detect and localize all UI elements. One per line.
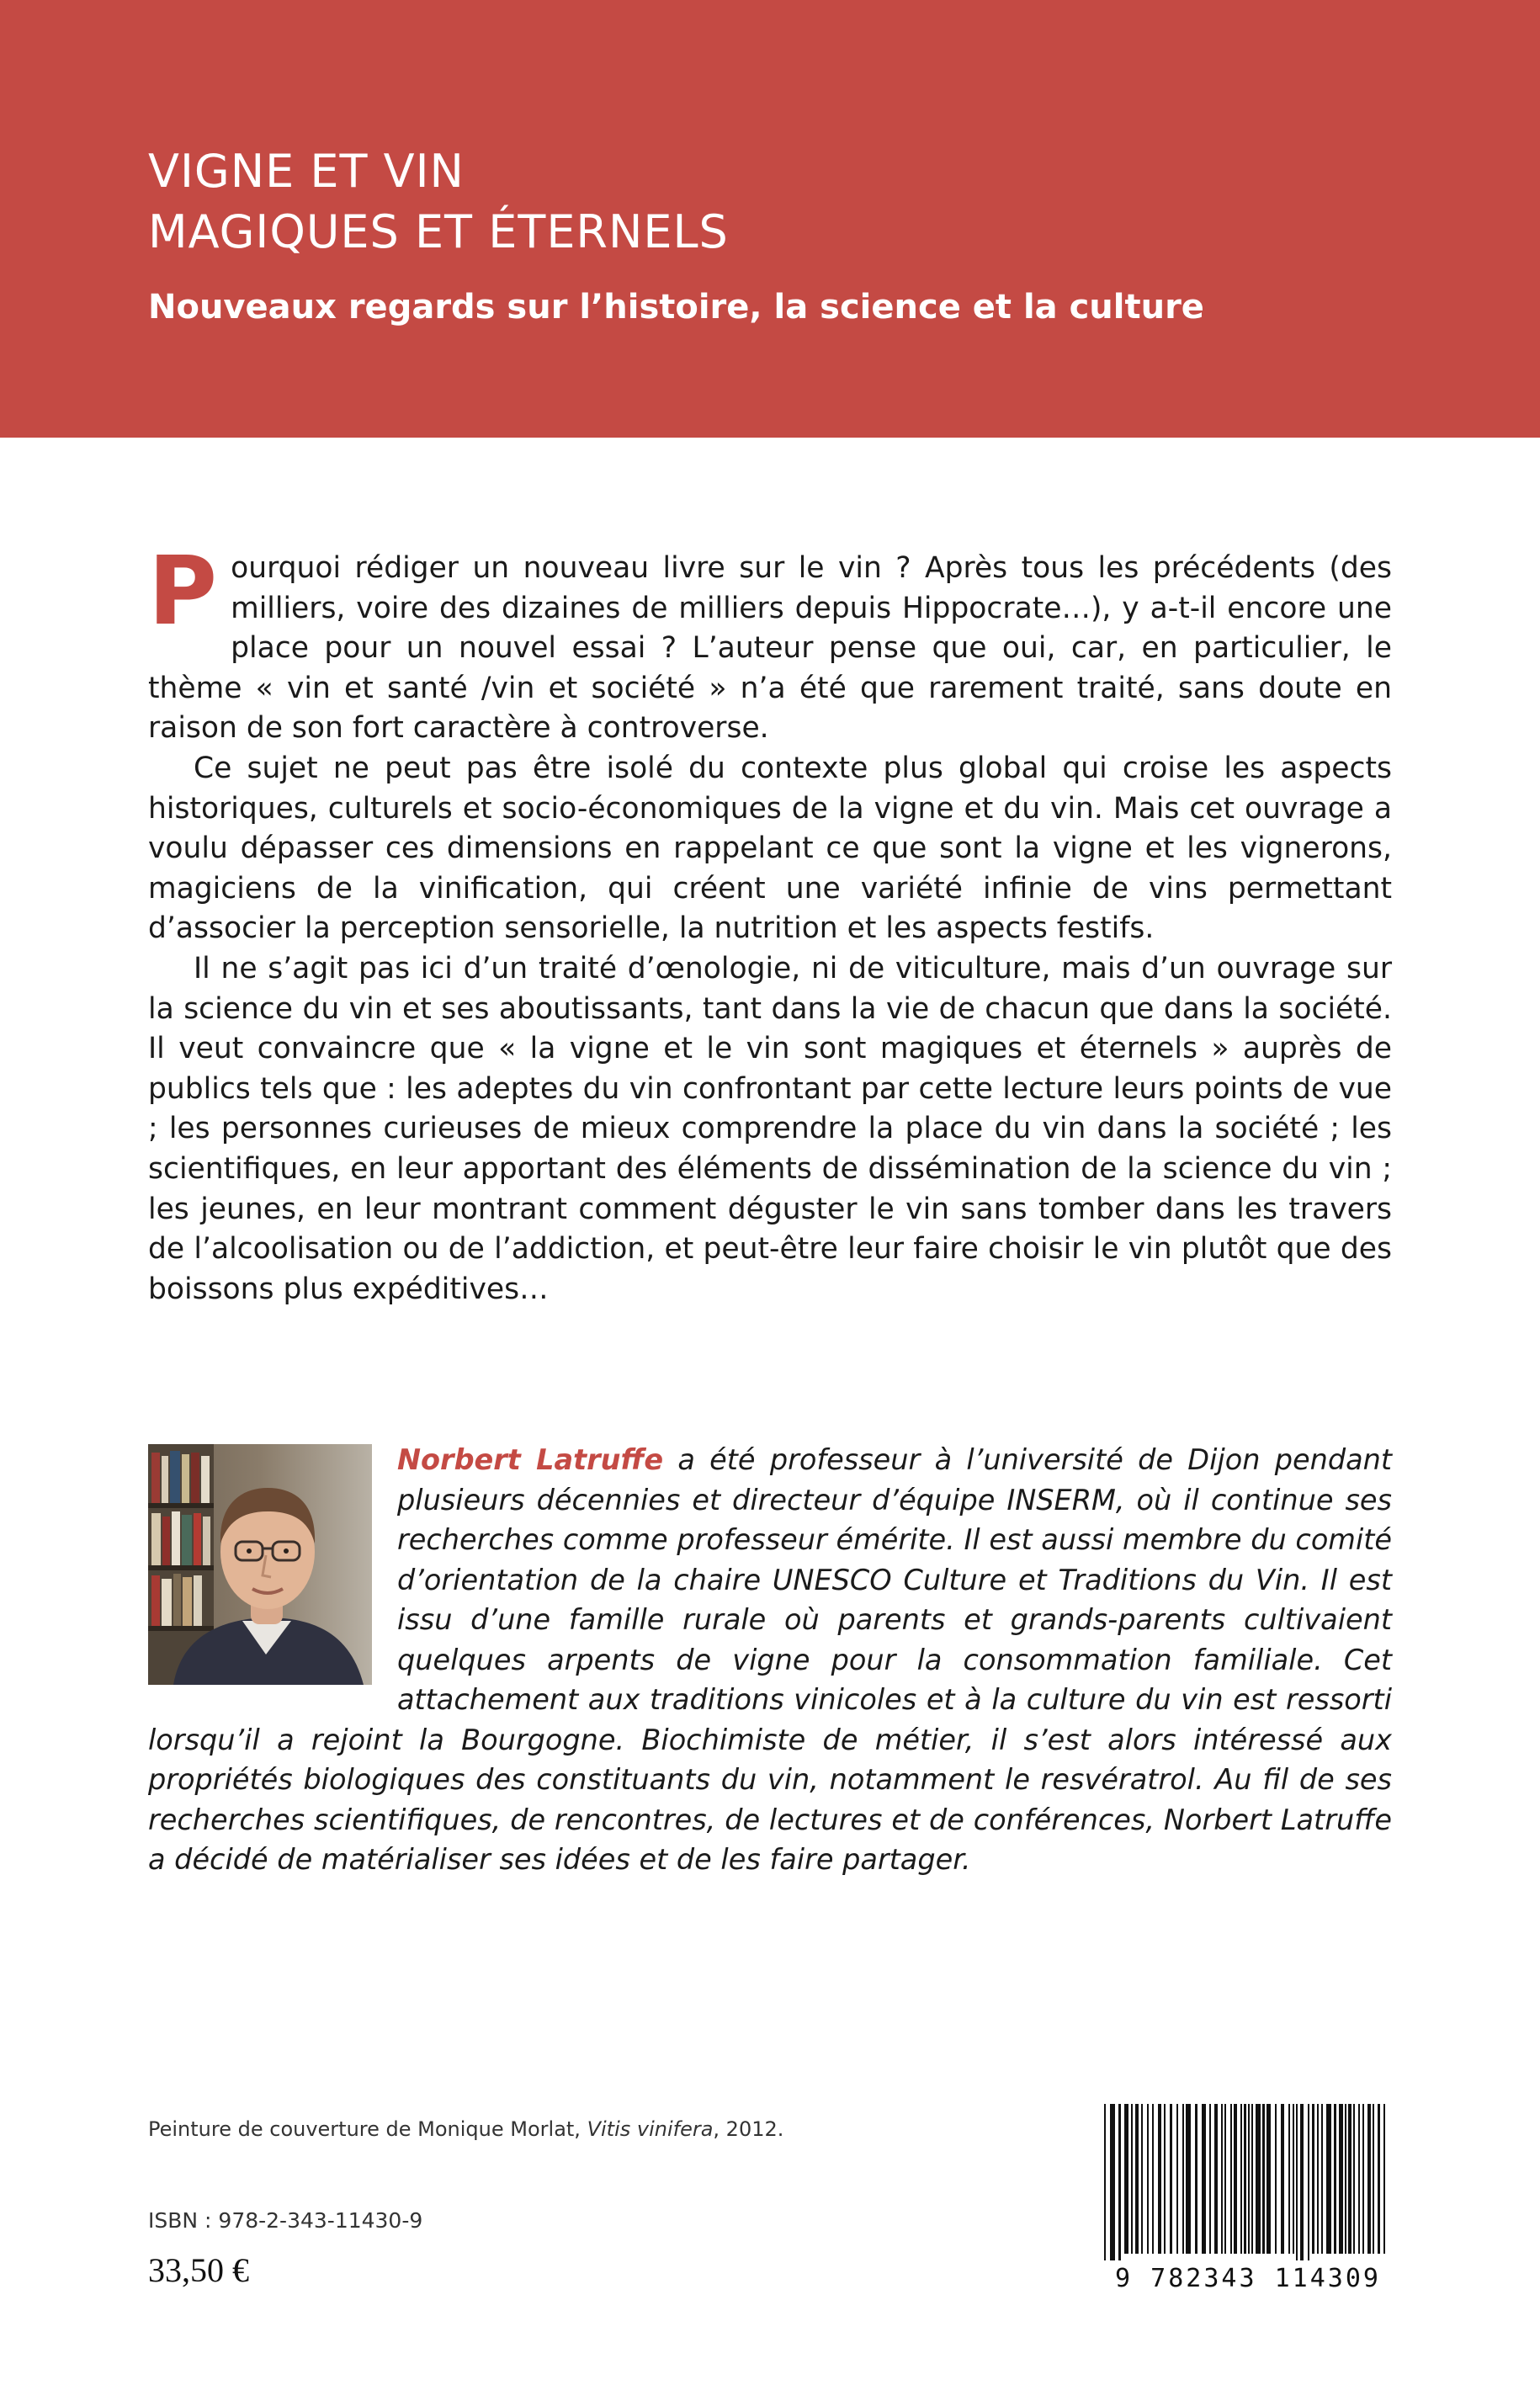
barcode-bar	[1124, 2104, 1128, 2254]
barcode-bar	[1202, 2104, 1206, 2254]
barcode-bar	[1251, 2104, 1253, 2254]
barcode-number: 9 782343 114309	[1102, 2264, 1394, 2293]
barcode-bar	[1281, 2104, 1284, 2254]
blurb-paragraph-2: Ce sujet ne peut pas être isolé du contexte plus global qui croise les aspects historiques, culturels et socio-économiques de la vigne et du vin. Mais cet ouvrage a voulu dépasser ces dimensions en rappelant ce que sont la vigne et les vignerons, magiciens de la vinification, qui créent une variété infinie de vins permettant d’associer la perception sensorielle, la nutrition et les aspects festifs.	[148, 751, 1392, 946]
barcode-bar	[1240, 2104, 1242, 2254]
barcode-bar	[1152, 2104, 1154, 2254]
barcode-bar	[1378, 2104, 1380, 2254]
barcode-bar	[1288, 2104, 1290, 2254]
barcode-bar	[1176, 2104, 1178, 2254]
author-bio-text: a été professeur à l’université de Dijon pendant plusieurs décennies et directeur d’équipe INSERM, où il continue ses recherches comme professeur émérite. Il est aussi membre du comité d’orientation de la chaire UNESCO Culture et Traditions du Vin. Il est issu d’une famille rurale où parents et grands-parents cultivaient quelques arpents de vigne pour la consommation familiale. Cet attachement aux traditions vinicoles et à la culture du vin est ressorti lorsqu’il a rejoint la Bourgogne. Biochimiste de métier, il s’est alors intéressé aux propriétés biologiques des constituants du vin, notamment le resvératrol. Au fil de ses recherches scientifiques, de rencontres, de lectures et de conférences, Norbert Latruffe a décidé de matérialiser ses idées et de les faire partager.	[148, 1443, 1392, 1876]
barcode-bar	[1358, 2104, 1360, 2254]
barcode-bar	[1164, 2104, 1166, 2254]
barcode-bar	[1209, 2104, 1211, 2254]
barcode-bar	[1135, 2104, 1139, 2254]
barcode-bar	[1248, 2104, 1250, 2254]
barcode-bar	[1195, 2104, 1197, 2254]
barcode-bar	[1362, 2104, 1364, 2254]
barcode-bar	[1312, 2104, 1314, 2254]
barcode-bar	[1110, 2104, 1115, 2260]
barcode-bars	[1099, 2101, 1394, 2260]
barcode-bar	[1348, 2104, 1351, 2254]
barcode-bar	[1275, 2104, 1277, 2254]
barcode-bar	[1256, 2104, 1261, 2254]
barcode-bar	[1118, 2104, 1121, 2260]
barcode-bar	[1182, 2104, 1184, 2254]
barcode-bar	[1262, 2104, 1265, 2254]
barcode-bar	[1339, 2104, 1343, 2254]
barcode-bar	[1131, 2104, 1133, 2254]
cover-credit-prefix: Peinture de couverture de Monique Morlat,	[148, 2117, 587, 2141]
barcode-bar	[1308, 2104, 1309, 2260]
barcode-bar	[1296, 2104, 1298, 2260]
header-band	[0, 0, 1540, 438]
cover-credit-title: Vitis vinifera	[587, 2117, 714, 2141]
barcode-bar	[1214, 2104, 1218, 2254]
barcode-bar	[1367, 2104, 1371, 2254]
barcode-bar	[1321, 2104, 1323, 2254]
barcode-bar	[1224, 2104, 1226, 2254]
author-bio	[148, 1440, 1392, 1880]
price: 33,50 €	[148, 2251, 249, 2289]
barcode-bar	[1147, 2104, 1149, 2254]
barcode-bar	[1345, 2104, 1346, 2254]
blurb-paragraph-1	[148, 537, 1392, 749]
barcode-bar	[1104, 2104, 1106, 2260]
blurb-paragraph-3: Il ne s’agit pas ici d’un traité d’œnologie, ni de viticulture, mais d’un ouvrage sur la science du vin et ses aboutissants, tant dans la vie de chacun que dans la société. Il veut convaincre que « la vigne et le vin sont magiques et éternels » auprès de publics tels que : les adeptes du vin confrontant par cette lecture leurs points de vue ; les personnes curieuses de mieux comprendre la place du vin dans la société ; les scientifiques, en leur apportant des éléments de dissémination de la science du vin ; les jeunes, en leur montrant comment déguster le vin sans tomber dans les travers de l’alcoolisation ou de l’addiction, et peut-être leur faire choisir le vin plutôt que des boissons plus expéditives…	[148, 951, 1392, 1306]
blurb-paragraph-1-text: ourquoi rédiger un nouveau livre sur le vin ? Après tous les précédents (des milliers, voire des dizaines de milliers depuis Hippocrate…), y a-t-il encore une place pour un nouvel essai ? L’auteur pense que oui, car, en particulier, le thème « vin et santé /vin et société » n’a été que rarement traité, sans doute en raison de son fort caractère à controverse.	[148, 551, 1392, 746]
barcode-bar	[1186, 2104, 1191, 2254]
barcode-bar	[1334, 2104, 1336, 2254]
barcode-bar	[1300, 2104, 1304, 2260]
barcode-bar	[1230, 2104, 1232, 2254]
barcode-bar	[1293, 2104, 1294, 2254]
barcode-bar	[1267, 2104, 1271, 2254]
barcode-bar	[1141, 2104, 1143, 2254]
cover-credit	[148, 2117, 783, 2141]
barcode-bar	[1317, 2104, 1319, 2254]
barcode-bar	[1353, 2104, 1355, 2254]
book-subtitle: Nouveaux regards sur l’histoire, la science et la culture	[148, 288, 1204, 327]
book-title-line-1: VIGNE ET VIN	[148, 145, 465, 198]
cover-credit-suffix: , 2012.	[713, 2117, 784, 2141]
author-name: Norbert Latruffe	[397, 1443, 664, 1476]
drop-cap: P	[148, 537, 218, 646]
barcode-bar	[1373, 2104, 1374, 2254]
barcode-bar	[1383, 2104, 1385, 2254]
blurb-text	[148, 537, 1392, 1309]
barcode-bar	[1234, 2104, 1237, 2254]
isbn: ISBN : 978-2-343-11430-9	[148, 2208, 423, 2233]
barcode-bar	[1158, 2104, 1161, 2254]
barcode-bar	[1244, 2104, 1246, 2254]
barcode-bar	[1326, 2104, 1331, 2254]
barcode-bar	[1221, 2104, 1223, 2254]
book-title-line-2: MAGIQUES ET ÉTERNELS	[148, 205, 729, 258]
photo-spacer	[148, 1440, 397, 1681]
barcode-bar	[1170, 2104, 1172, 2254]
